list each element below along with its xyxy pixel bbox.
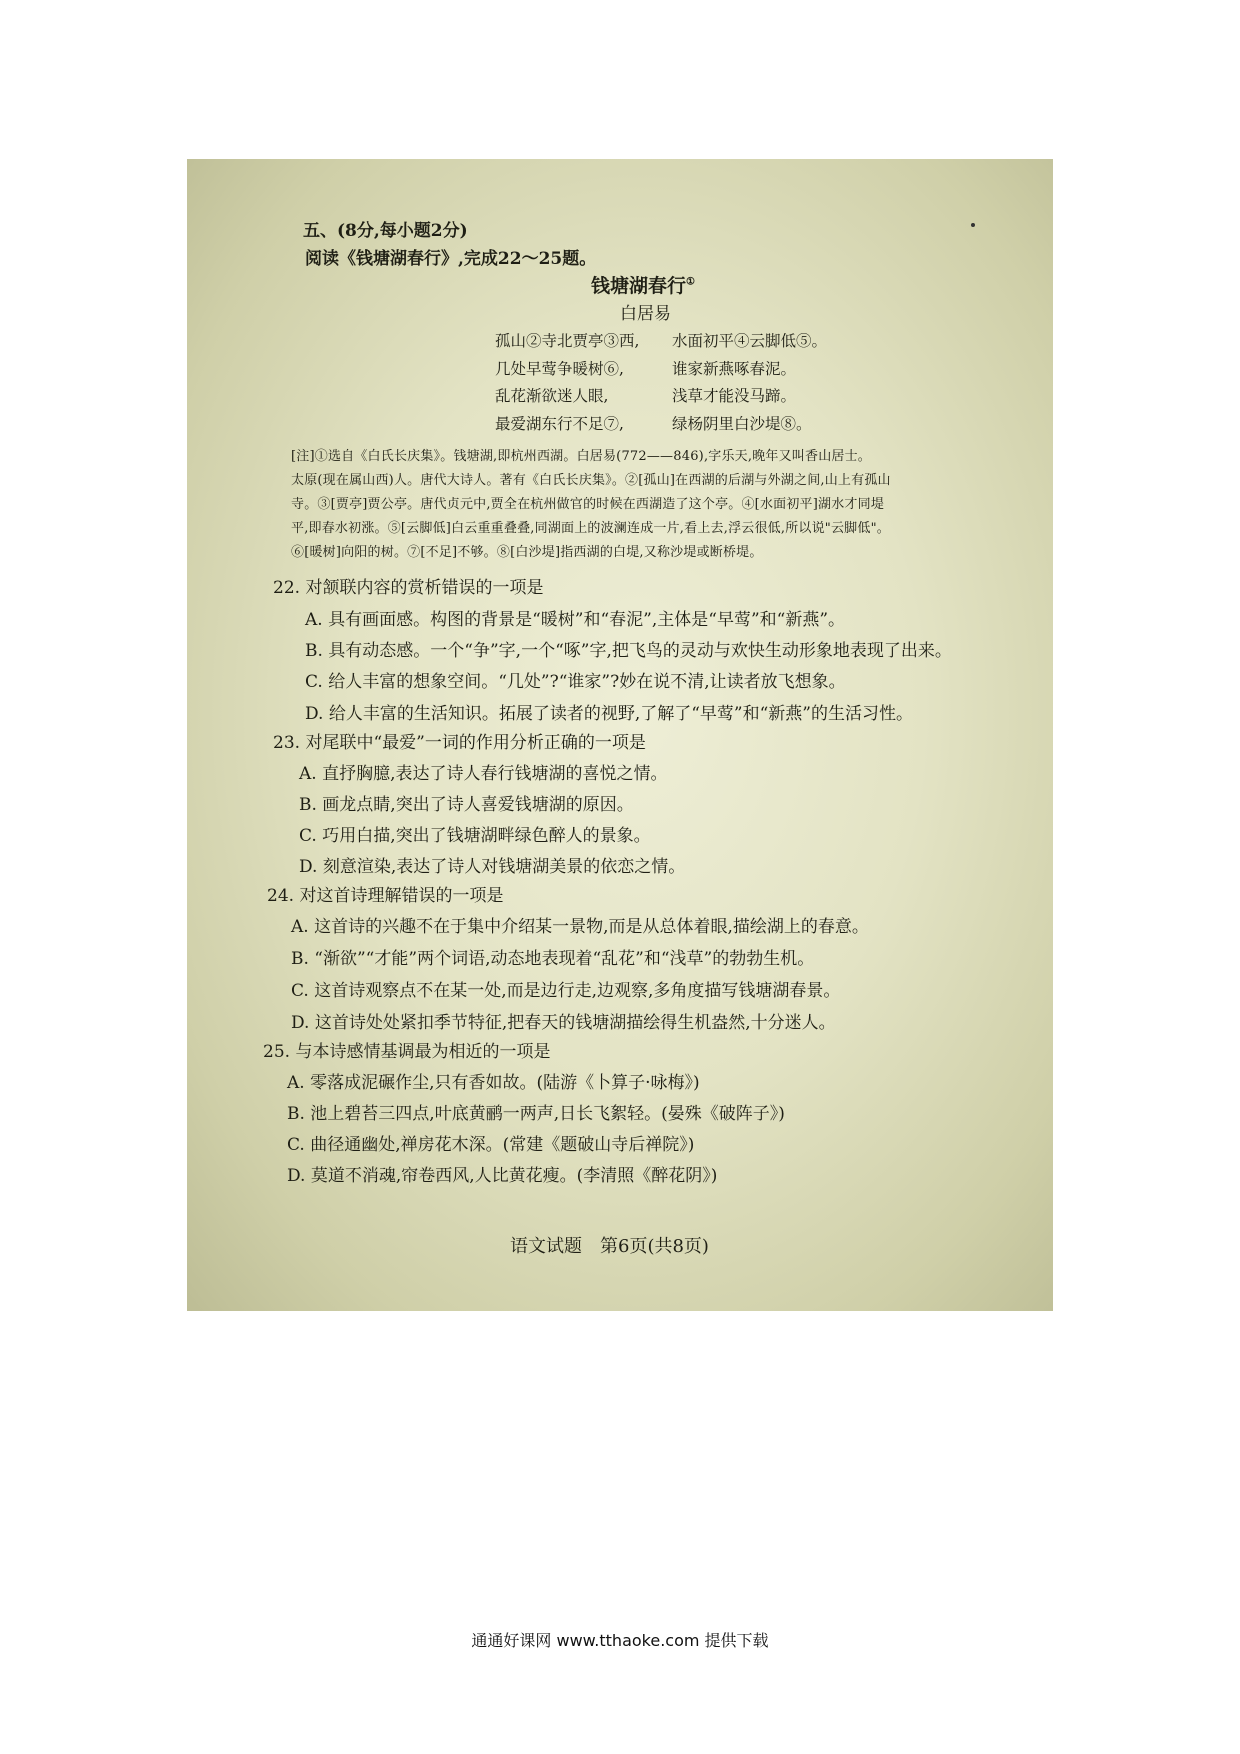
poem-line-2-left: 几处早莺争暖树⑥, [495, 360, 624, 378]
page-footer: 语文试题 第6页(共8页) [510, 1236, 709, 1257]
section-instruction: 阅读《钱塘湖春行》,完成22～25题。 [305, 249, 597, 269]
poem-line-3-right: 浅草才能没马蹄。 [672, 387, 797, 405]
question-25-option-b: B. 池上碧苔三四点,叶底黄鹂一两声,日长飞絮轻。(晏殊《破阵子》) [287, 1104, 785, 1124]
note-line-2: 太原(现在属山西)人。唐代大诗人。著有《白氏长庆集》。②[孤山]在西湖的后湖与外湖之间,山上有孤山 [291, 473, 891, 488]
question-23-option-b: B. 画龙点睛,突出了诗人喜爱钱塘湖的原因。 [299, 795, 634, 815]
poem-line-3-left: 乱花渐欲迷人眼, [495, 387, 609, 405]
question-24-option-d: D. 这首诗处处紧扣季节特征,把春天的钱塘湖描绘得生机盎然,十分迷人。 [291, 1013, 836, 1033]
question-22-option-c: C. 给人丰富的想象空间。“几处”?“谁家”?妙在说不清,让读者放飞想象。 [305, 672, 846, 692]
question-23-option-d: D. 刻意渲染,表达了诗人对钱塘湖美景的依恋之情。 [299, 857, 686, 877]
question-23-stem: 23. 对尾联中“最爱”一词的作用分析正确的一项是 [273, 733, 646, 753]
poem-line-4-left: 最爱湖东行不足⑦, [495, 415, 624, 433]
note-line-5: ⑥[暖树]向阳的树。⑦[不足]不够。⑧[白沙堤]指西湖的白堤,又称沙堤或断桥堤。 [291, 545, 763, 560]
poem-line-1-left: 孤山②寺北贾亭③西, [495, 332, 640, 350]
question-22-option-d: D. 给人丰富的生活知识。拓展了读者的视野,了解了“早莺”和“新燕”的生活习性。 [305, 704, 913, 724]
question-24-option-b: B. “渐欲”“才能”两个词语,动态地表现着“乱花”和“浅草”的勃勃生机。 [291, 949, 815, 969]
poem-line-1-right: 水面初平④云脚低⑤。 [672, 332, 828, 350]
poem-line-2-right: 谁家新燕啄春泥。 [672, 360, 797, 378]
download-credit: 通通好课网 www.tthaoke.com 提供下载 [471, 1631, 769, 1650]
question-23-option-c: C. 巧用白描,突出了钱塘湖畔绿色醉人的景象。 [299, 826, 651, 846]
question-25-option-a: A. 零落成泥碾作尘,只有香如故。(陆游《卜算子·咏梅》) [287, 1073, 700, 1093]
question-23-option-a: A. 直抒胸臆,表达了诗人春行钱塘湖的喜悦之情。 [299, 764, 668, 784]
question-25-stem: 25. 与本诗感情基调最为相近的一项是 [263, 1042, 551, 1062]
question-24-option-c: C. 这首诗观察点不在某一处,而是边行走,边观察,多角度描写钱塘湖春景。 [291, 981, 841, 1001]
question-24-option-a: A. 这首诗的兴趣不在于集中介绍某一景物,而是从总体着眼,描绘湖上的春意。 [291, 917, 869, 937]
note-line-3: 寺。③[贾亭]贾公亭。唐代贞元中,贾全在杭州做官的时候在西湖造了这个亭。④[水面初平]湖水才同堤 [291, 497, 885, 512]
section-heading: 五、(8分,每小题2分) [303, 221, 468, 241]
question-25-option-d: D. 莫道不消魂,帘卷西风,人比黄花瘦。(李清照《醉花阴》) [287, 1166, 718, 1186]
poem-title-footnote: ① [686, 276, 695, 288]
question-22-stem: 22. 对颔联内容的赏析错误的一项是 [273, 578, 544, 598]
question-25-option-c: C. 曲径通幽处,禅房花木深。(常建《题破山寺后禅院》) [287, 1135, 695, 1155]
question-22-option-a: A. 具有画面感。构图的背景是“暖树”和“春泥”,主体是“早莺”和“新燕”。 [305, 610, 846, 630]
question-22-option-b: B. 具有动态感。一个“争”字,一个“啄”字,把飞鸟的灵动与欢快生动形象地表现了出来。 [305, 641, 952, 661]
scanned-page-photo [187, 159, 1053, 1311]
poem-line-4-right: 绿杨阴里白沙堤⑧。 [672, 415, 812, 433]
note-line-4: 平,即春水初涨。⑤[云脚低]白云重重叠叠,同湖面上的波澜连成一片,看上去,浮云很低,所以说"云脚低"。 [291, 521, 890, 536]
poem-author: 白居易 [620, 304, 671, 324]
poem-title-text: 钱塘湖春行 [591, 275, 687, 297]
speck [971, 223, 975, 227]
poem-title [591, 276, 695, 296]
note-line-1: [注]①选自《白氏长庆集》。钱塘湖,即杭州西湖。白居易(772——846),字乐天,晚年又叫香山居士。 [291, 449, 872, 464]
question-24-stem: 24. 对这首诗理解错误的一项是 [267, 886, 504, 906]
